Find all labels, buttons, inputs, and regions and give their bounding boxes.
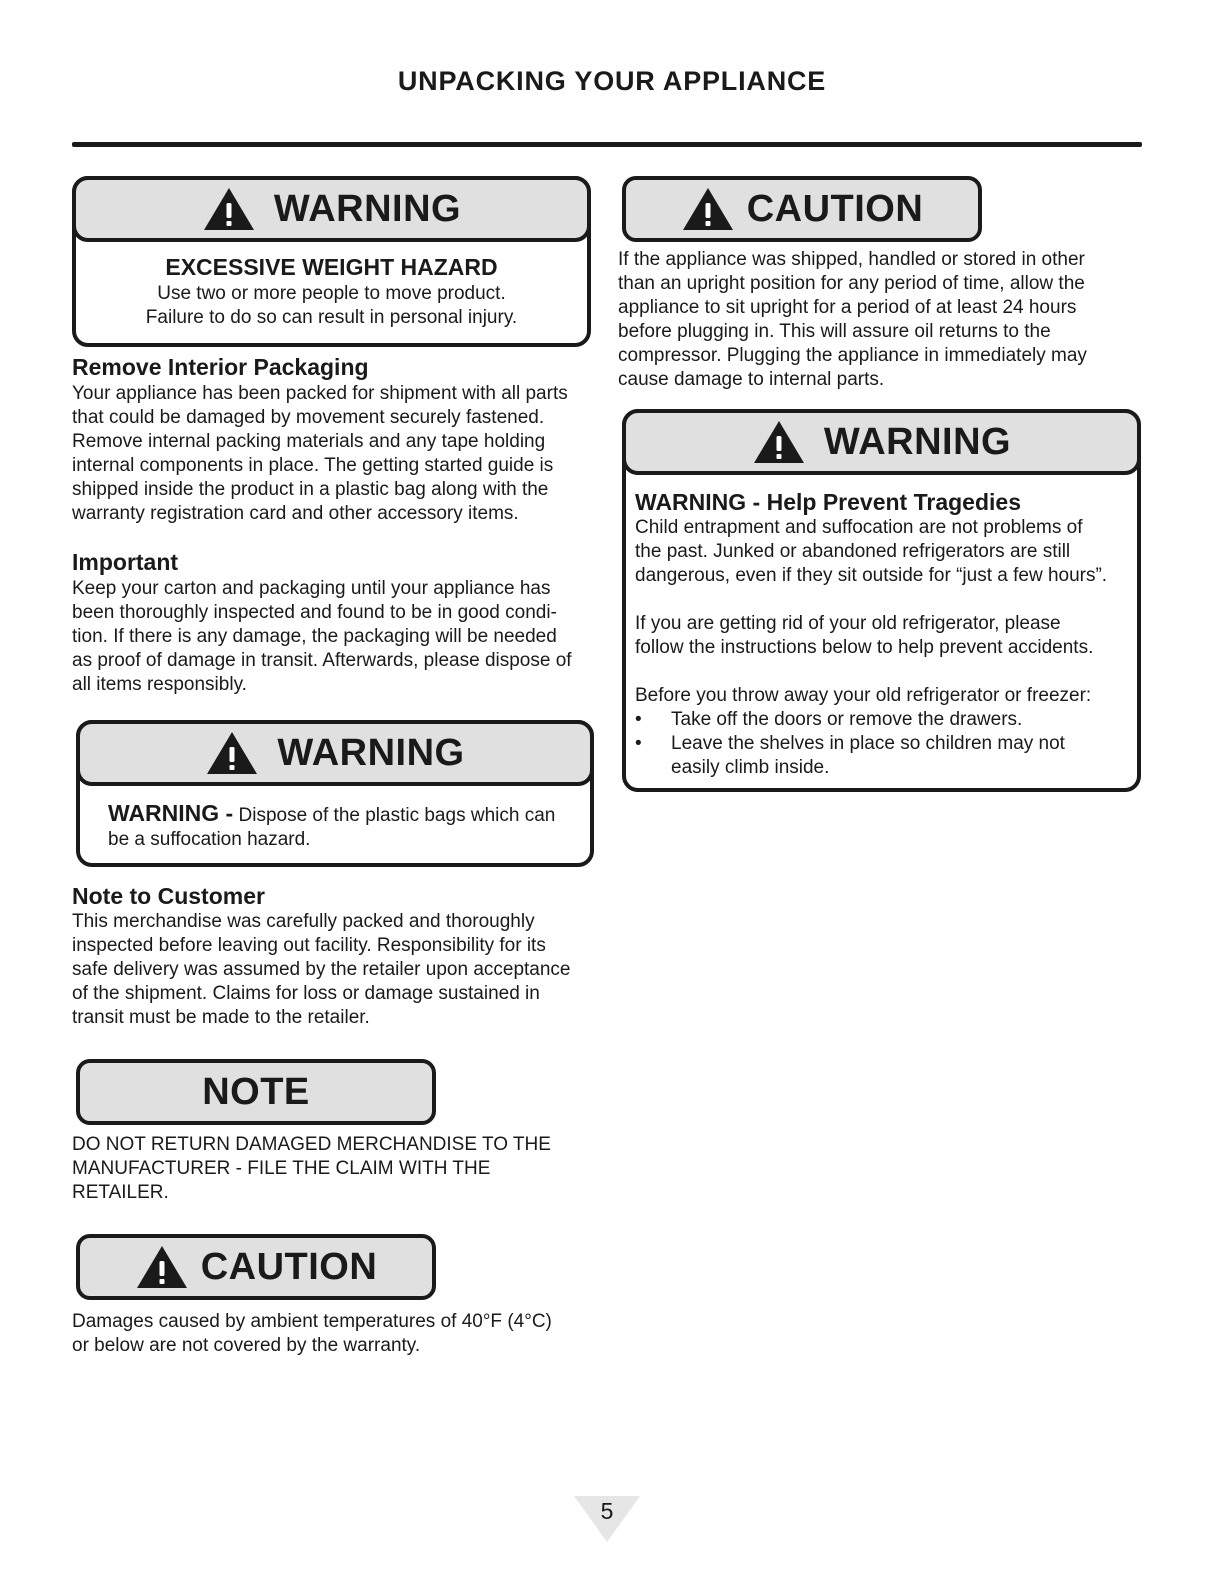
text-line: DO NOT RETURN DAMAGED MERCHANDISE TO THE [72, 1134, 551, 1155]
text-line: been thoroughly inspected and found to be in good condi- [72, 602, 557, 623]
note-to-customer-text [72, 910, 602, 1030]
warning-bags-line: Dispose of the plastic bags which can [233, 805, 556, 826]
text-line: safe delivery was assumed by the retailer upon acceptance [72, 959, 571, 980]
bullet-line: easily climb inside. [671, 757, 830, 778]
weight-hazard-line: Failure to do so can result in personal injury. [145, 307, 518, 328]
text-line: Before you throw away your old refrigerator or freezer: [635, 685, 1092, 706]
note-to-customer-heading: Note to Customer [72, 883, 265, 909]
text-line: If you are getting rid of your old refrigerator, please [635, 613, 1061, 634]
text-line: appliance to sit upright for a period of at least 24 hours [618, 297, 1077, 318]
text-line: warranty registration card and other accessory items. [72, 503, 519, 524]
weight-hazard-line: Use two or more people to move product. [157, 283, 506, 304]
important-text [72, 577, 602, 697]
bullet-item [635, 708, 1135, 732]
text-line: Your appliance has been packed for shipment with all parts [72, 383, 568, 404]
text-line: MANUFACTURER - FILE THE CLAIM WITH THE [72, 1158, 491, 1179]
remove-packaging-text [72, 382, 602, 526]
warning-tragedies-header [622, 409, 1141, 475]
warning-bags-text [108, 801, 588, 852]
weight-hazard-heading: EXCESSIVE WEIGHT HAZARD [165, 254, 498, 280]
text-line: of the shipment. Claims for loss or damage sustained in [72, 983, 540, 1004]
text-line: the past. Junked or abandoned refrigerators are still [635, 541, 1071, 562]
bullet-item [635, 732, 1135, 780]
warning-triangle-icon [135, 1244, 189, 1290]
signal-word: WARNING [823, 420, 1012, 463]
text-line: compressor. Plugging the appliance in immediately may [618, 345, 1087, 366]
text-line: This merchandise was carefully packed and thoroughly [72, 911, 535, 932]
text-line: dangerous, even if they sit outside for “just a few hours”. [635, 565, 1108, 586]
bullet-line: Take off the doors or remove the drawers. [671, 709, 1023, 730]
text-line: than an upright position for any period of time, allow the [618, 273, 1085, 294]
tragedies-text [635, 516, 1135, 780]
warning-triangle-icon [752, 419, 806, 465]
text-line: or below are not covered by the warranty. [72, 1335, 421, 1356]
text-line: cause damage to internal parts. [618, 369, 885, 390]
remove-packaging-heading: Remove Interior Packaging [72, 354, 369, 380]
warning-bags-header [76, 720, 594, 786]
warning-bags-line: be a suffocation hazard. [108, 829, 311, 850]
text-line: follow the instructions below to help prevent accidents. [635, 637, 1094, 658]
text-line: as proof of damage in transit. Afterwards, please dispose of [72, 650, 572, 671]
signal-word: WARNING [273, 187, 462, 230]
caution-upright-header [622, 176, 982, 242]
page-number: 5 [600, 1498, 614, 1524]
tragedies-heading: WARNING - Help Prevent Tragedies [635, 489, 1021, 515]
text-line: internal components in place. The getting started guide is [72, 455, 554, 476]
signal-word: CAUTION [200, 1245, 378, 1288]
signal-word: WARNING [277, 731, 465, 774]
bullet-line: Leave the shelves in place so children may not [671, 733, 1065, 754]
text-line: all items responsibly. [72, 674, 247, 695]
warning-lead: WARNING - [108, 800, 234, 826]
text-line: RETAILER. [72, 1182, 169, 1203]
caution-temperature-header [76, 1234, 436, 1300]
text-line: If the appliance was shipped, handled or stored in other [618, 249, 1085, 270]
important-heading: Important [72, 549, 179, 575]
text-line: Remove internal packing materials and any tape holding [72, 431, 546, 452]
weight-hazard-text [72, 282, 591, 330]
warning-triangle-icon [681, 186, 735, 232]
warning-triangle-icon [202, 186, 256, 232]
text-line: Child entrapment and suffocation are not problems of [635, 517, 1083, 538]
note-header-box [76, 1059, 436, 1125]
caution-temperature-text [72, 1310, 602, 1358]
bullet-symbol: • [635, 709, 642, 730]
warning-triangle-icon [205, 730, 259, 776]
text-line: shipped inside the product in a plastic bag along with the [72, 479, 549, 500]
text-line: inspected before leaving out facility. Responsibility for its [72, 935, 546, 956]
title-divider [72, 142, 1142, 147]
text-line: transit must be made to the retailer. [72, 1007, 370, 1028]
text-line: that could be damaged by movement securely fastened. [72, 407, 545, 428]
text-line: before plugging in. This will assure oil returns to the [618, 321, 1051, 342]
page-title: UNPACKING YOUR APPLIANCE [397, 66, 827, 96]
caution-upright-text [618, 248, 1148, 392]
page-number-marker [572, 1494, 642, 1544]
note-text [72, 1133, 602, 1205]
signal-word: CAUTION [746, 187, 924, 230]
bullet-symbol: • [635, 733, 642, 754]
note-label: NOTE [202, 1070, 310, 1113]
text-line: tion. If there is any damage, the packaging will be needed [72, 626, 557, 647]
text-line: Damages caused by ambient temperatures of 40°F (4°C) [72, 1311, 552, 1332]
warning-weight-header [72, 176, 591, 242]
text-line: Keep your carton and packaging until your appliance has [72, 578, 551, 599]
